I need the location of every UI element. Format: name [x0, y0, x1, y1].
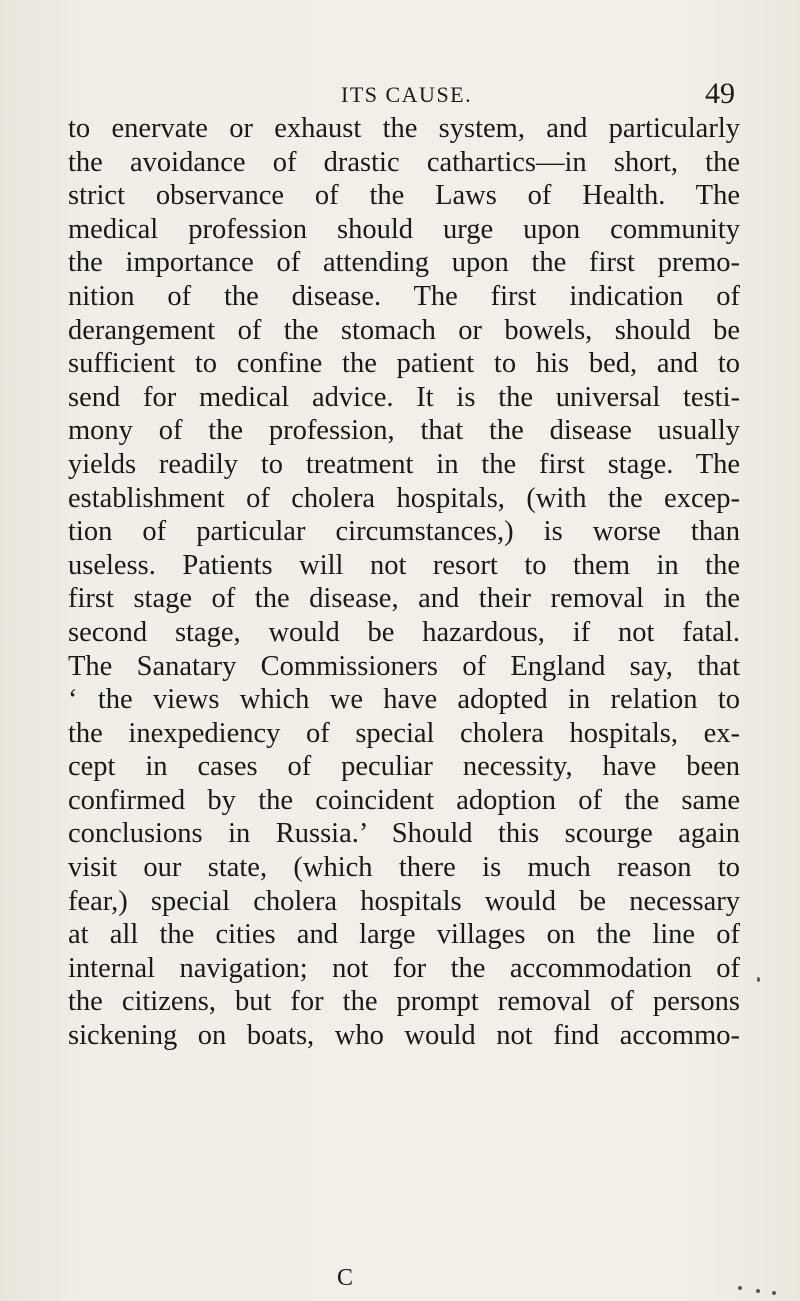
text-line: establishment of cholera hospitals, (with the excep- [68, 482, 740, 514]
text-line: internal navigation; not for the accommodation of [68, 952, 740, 984]
signature-mark: C [337, 1265, 354, 1291]
text-line: the citizens, but for the prompt removal of persons [68, 986, 740, 1018]
body-text [68, 112, 740, 1053]
text-line: the avoidance of drastic cathartics—in short, the [68, 146, 740, 178]
print-speck [772, 1291, 776, 1295]
text-line: the inexpediency of special cholera hospitals, ex- [68, 717, 740, 749]
text-line: to enervate or exhaust the system, and particularly [68, 113, 740, 144]
text-line: derangement of the stomach or bowels, should be [68, 314, 740, 346]
print-speck [757, 977, 760, 982]
text-line: the importance of attending upon the first premo- [68, 247, 740, 279]
text-line: confirmed by the coincident adoption of the same [68, 784, 740, 816]
text-line: cept in cases of peculiar necessity, have been [68, 751, 740, 783]
text-line: tion of particular circumstances,) is worse than [68, 516, 740, 548]
text-line: sufficient to confine the patient to his bed, and to [68, 348, 740, 380]
running-head-title: ITS CAUSE. [341, 82, 473, 107]
text-line: ‘ the views which we have adopted in relation to [68, 684, 740, 716]
print-speck [756, 1289, 760, 1293]
text-line: yields readily to treatment in the first stage. The [68, 448, 740, 480]
text-line: strict observance of the Laws of Health. The [68, 180, 740, 212]
text-line: send for medical advice. It is the universal testi- [68, 381, 740, 413]
text-line: visit our state, (which there is much reason to [68, 852, 740, 884]
text-line: fear,) special cholera hospitals would be necessary [68, 885, 740, 917]
text-line: conclusions in Russia.’ Should this scourge again [68, 818, 740, 850]
print-speck [738, 1286, 742, 1290]
text-line: medical profession should urge upon community [68, 213, 740, 245]
text-line: nition of the disease. The first indication of [68, 280, 740, 312]
text-line: mony of the profession, that the disease usually [68, 415, 740, 447]
text-line: The Sanatary Commissioners of England say, that [68, 650, 740, 682]
text-line: second stage, would be hazardous, if not fatal. [68, 616, 740, 648]
text-line: useless. Patients will not resort to them in the [68, 549, 740, 581]
page-number: 49 [705, 77, 735, 110]
text-line: first stage of the disease, and their removal in the [68, 583, 740, 615]
running-head [0, 77, 800, 110]
text-line: at all the cities and large villages on the line of [68, 919, 740, 951]
text-line: sickening on boats, who would not find accommo- [68, 1020, 740, 1052]
